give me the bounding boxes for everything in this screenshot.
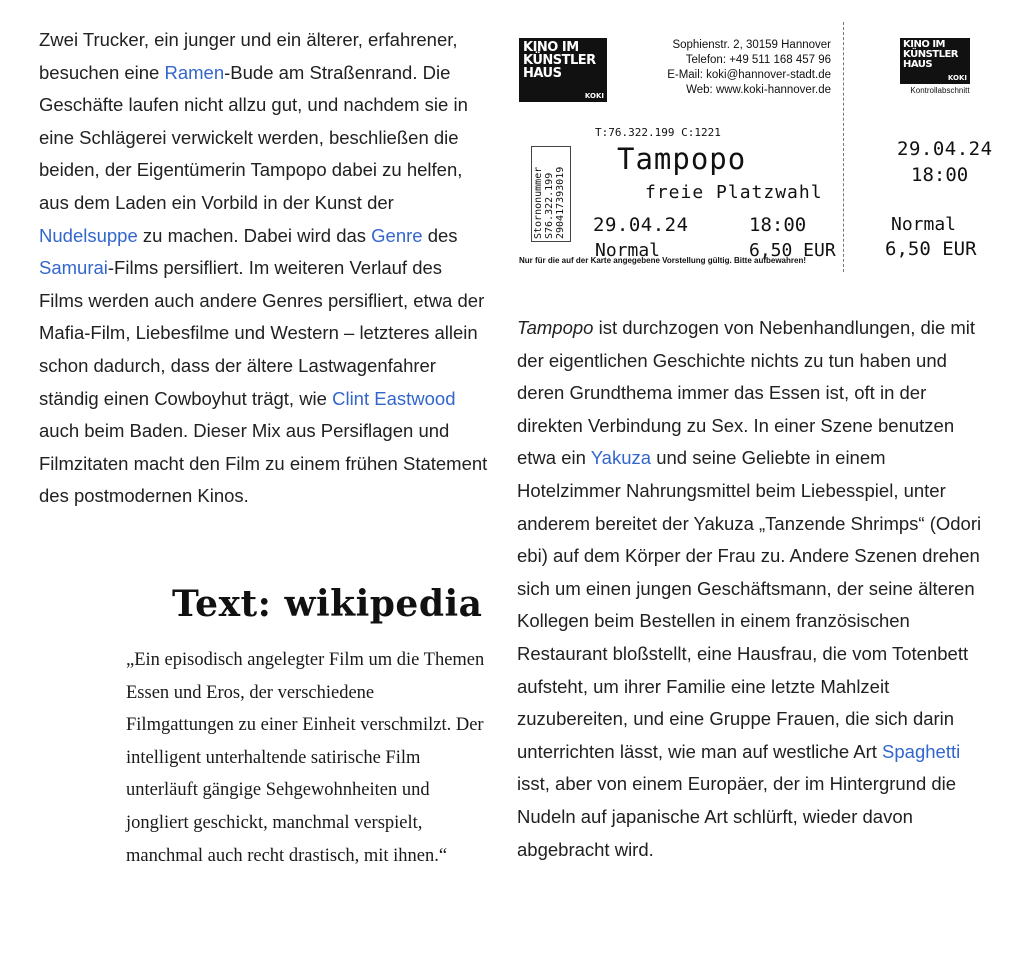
stub-date: 29.04.24	[897, 138, 993, 160]
logo-text: HAUS	[903, 59, 933, 70]
ticket-type: Normal	[595, 240, 661, 261]
text-run: des	[422, 224, 458, 246]
link-spaghetti[interactable]: Spaghetti	[882, 740, 961, 762]
logo-text: KÜNSTLER	[523, 53, 596, 68]
subplots-paragraph	[517, 312, 987, 866]
film-title-italic: Tampopo	[517, 317, 594, 338]
address-line: Sophienstr. 2, 30159 Hannover	[672, 39, 831, 51]
text-run: ist durchzogen von Nebenhandlungen, die mit der eigentlichen Geschichte nichts zu tun haben und deren Grundthema immer das Essen ist, oft in der direkten Verbindung zu Sex. In einer Szene benutzen etwa ein	[517, 317, 976, 469]
logo-text: KINO IM	[903, 39, 945, 50]
logo-sub: KOKI	[947, 74, 967, 82]
cinema-address	[631, 38, 831, 98]
link-genre[interactable]: Genre	[371, 224, 423, 246]
ticket-price: 6,50 EUR	[749, 240, 836, 261]
logo-text: HAUS	[523, 66, 562, 81]
right-article-column	[517, 312, 987, 866]
email-line: E-Mail: koki@hannover-stadt.de	[667, 69, 831, 81]
text-run: und seine Geliebte in einem Hotelzimmer Nahrungsmittel beim Liebesspiel, unter anderem bereitet der Yakuza „Tanzende Shrimps“ (Odori ebi) auf dem Körper der Frau zu. Andere Szenen drehen sich um einen jungen Geschäftsmann, der seine älteren Kollegen beim Bestellen in einem französischen Restaurant bloßstellt, eine Hausfrau, die vom Totenbett aufsteht, um ihrer Familie eine letzte Mahlzeit zuzubereiten, und eine Gruppe Frauen, die sich darin unterrichten lässt, wie man auf westliche Art	[517, 447, 982, 762]
text-run: Zwei Trucker, ein junger und ein älterer, erfahrener, besuchen eine	[39, 29, 458, 83]
text-run: auch beim Baden. Dieser Mix aus Persiflagen und Filmzitaten macht den Film zu einem frühen Statement des postmodernen Kinos.	[39, 420, 488, 507]
link-yakuza[interactable]: Yakuza	[590, 447, 652, 469]
source-heading: Text: wikipedia	[172, 583, 483, 625]
storno-number: S76.322.199	[544, 172, 555, 239]
text-run: -Films persifliert. Im weiteren Verlauf des Films werden auch andere Genres persifliert, etwa der Mafia-Film, Liebesfilme und Western – letzteres allein schon dadurch, dass der ältere Lastwagenfahrer ständig einen Cowboyhut trägt, wie	[39, 257, 485, 409]
storno-label: Stornonummer	[533, 166, 544, 239]
link-samurai[interactable]: Samurai	[39, 257, 108, 279]
stub-label: Kontrollabschnitt	[910, 86, 970, 95]
film-title: Tampopo	[617, 142, 747, 176]
perforation-line	[843, 22, 844, 272]
left-article-column	[39, 24, 489, 513]
stub-price: 6,50 EUR	[885, 238, 977, 260]
review-quote: „Ein episodisch angelegter Film um die Themen Essen und Eros, der verschiedene Filmgattungen zu einer Einheit verschmilzt. Der intelligent unterhaltende satirische Film unterläuft gängige Sehgewohnheiten und jongliert geschickt, manchmal verspielt, manchmal auch recht drastisch, mit ihnen.“	[126, 650, 485, 866]
logo-text: KINO IM	[523, 40, 579, 55]
web-line: Web: www.koki-hannover.de	[686, 84, 831, 96]
stub-type: Normal	[891, 214, 957, 235]
koki-logo-stub	[900, 38, 970, 84]
link-ramen[interactable]: Ramen	[164, 61, 225, 83]
validity-note: Nur für die auf der Karte angegebene Vorstellung gültig. Bitte aufbewahren!	[519, 256, 806, 265]
storno-box	[531, 146, 571, 242]
link-nudelsuppe[interactable]: Nudelsuppe	[39, 224, 138, 246]
stub-time: 18:00	[911, 164, 969, 186]
text-run: -Bude am Straßenrand. Die Geschäfte laufen nicht allzu gut, und nachdem sie in eine Schlägerei verwickelt werden, beschließen die beiden, der Eigentümerin Tampopo dabei zu helfen, aus dem Laden ein Vorbild in der Kunst der	[39, 61, 468, 213]
storno-id: 290417393019	[555, 166, 566, 239]
koki-logo	[519, 38, 607, 102]
plot-paragraph	[39, 24, 489, 513]
seating-info: freie Platzwahl	[645, 182, 823, 203]
text-run: zu machen. Dabei wird das	[137, 224, 372, 246]
show-date: 29.04.24	[593, 214, 689, 236]
show-time: 18:00	[749, 214, 807, 236]
logo-sub: KOKI	[584, 92, 604, 100]
phone-line: Telefon: +49 511 168 457 96	[685, 54, 831, 66]
cinema-ticket	[513, 22, 997, 272]
logo-text: KÜNSTLER	[903, 49, 958, 60]
text-run: isst, aber von einem Europäer, der im Hintergrund die Nudeln auf japanische Art schlürft, wieder davon abgebracht wird.	[517, 773, 957, 860]
link-clint-eastwood[interactable]: Clint Eastwood	[332, 387, 456, 409]
ticket-code: T:76.322.199 C:1221	[595, 126, 721, 139]
